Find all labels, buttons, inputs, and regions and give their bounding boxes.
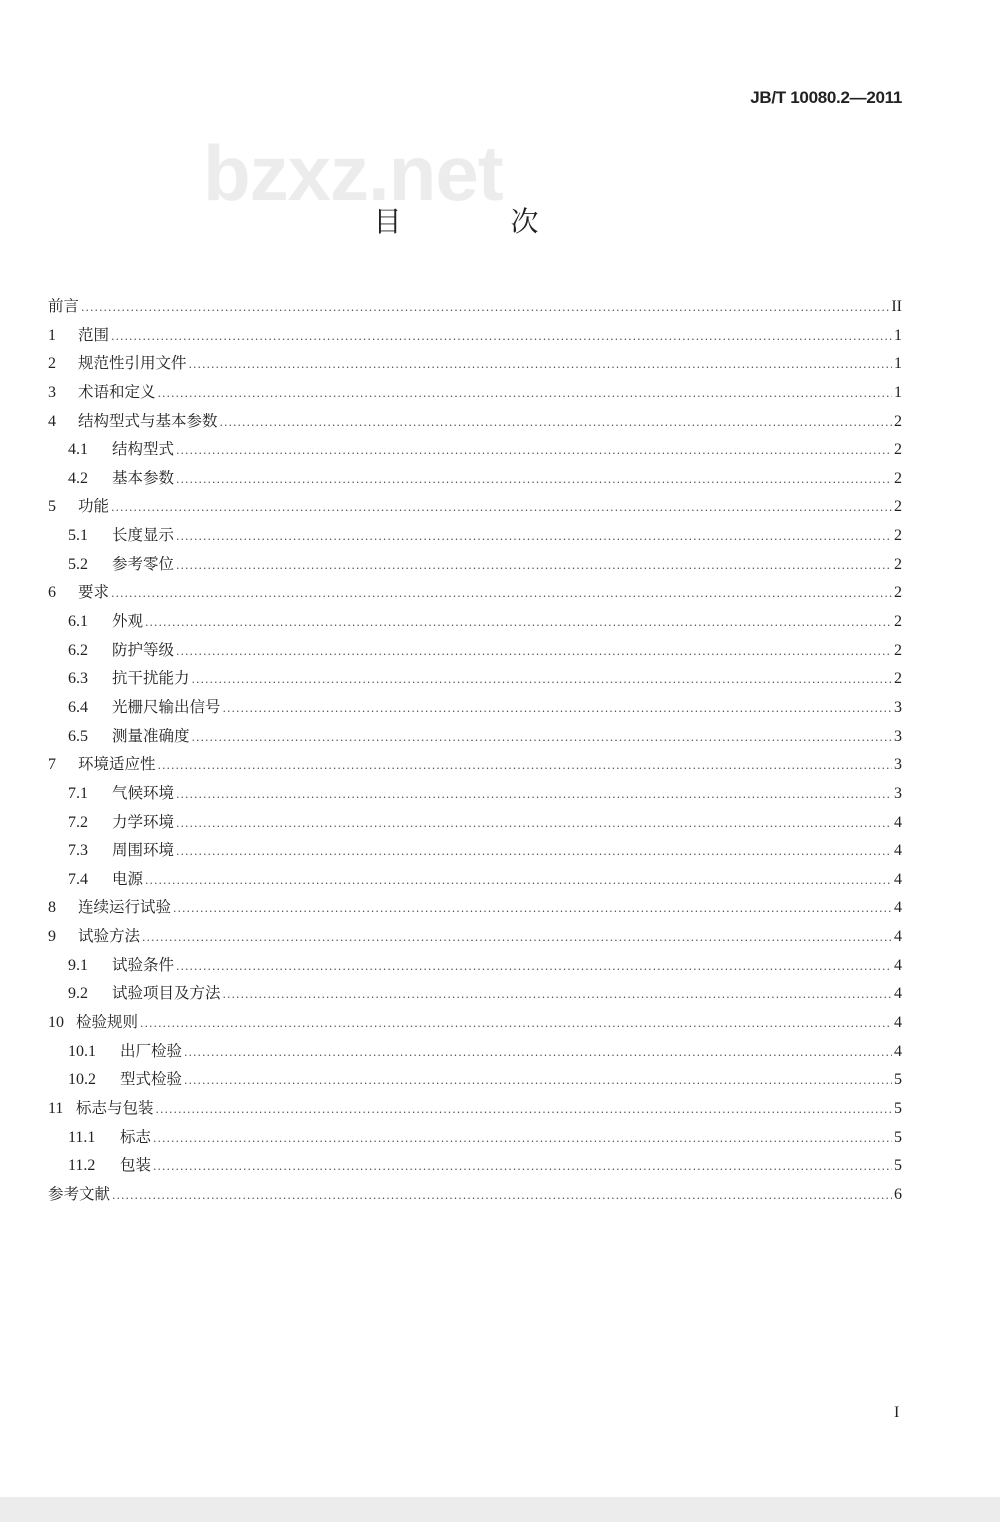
toc-leader-dots bbox=[184, 1067, 892, 1095]
toc-entry-number: 6 bbox=[48, 584, 56, 602]
page-number: I bbox=[894, 1404, 900, 1421]
toc-entry[interactable] bbox=[48, 808, 902, 837]
toc-entry[interactable] bbox=[48, 922, 902, 951]
toc-entry-number: 5.2 bbox=[68, 555, 88, 573]
table-of-contents bbox=[48, 292, 902, 1209]
toc-entry[interactable] bbox=[48, 1151, 902, 1180]
toc-entry-number: 4 bbox=[48, 412, 56, 430]
toc-leader-dots bbox=[140, 1010, 892, 1038]
toc-entry-title: 电源 bbox=[112, 869, 144, 888]
toc-entry-page: 5 bbox=[894, 1128, 902, 1146]
toc-leader-dots bbox=[184, 1039, 892, 1067]
toc-entry-page: 4 bbox=[894, 1042, 902, 1060]
toc-entry[interactable] bbox=[48, 1037, 902, 1066]
toc-entry-number: 4.1 bbox=[68, 441, 88, 459]
toc-entry-number: 10.2 bbox=[68, 1071, 96, 1089]
toc-entry-title: 检验规则 bbox=[76, 1013, 139, 1032]
toc-entry-page: 2 bbox=[894, 670, 902, 688]
toc-entry-page: 5 bbox=[894, 1071, 902, 1089]
toc-entry-title: 包装 bbox=[120, 1156, 152, 1175]
bottom-bar bbox=[0, 1497, 1000, 1522]
toc-leader-dots bbox=[145, 867, 892, 895]
toc-entry-page: 4 bbox=[894, 842, 902, 860]
toc-entry-page: 4 bbox=[894, 870, 902, 888]
toc-entry-title: 力学环境 bbox=[112, 812, 175, 831]
toc-entry-title: 长度显示 bbox=[112, 526, 175, 545]
toc-entry-title: 周围环境 bbox=[112, 841, 175, 860]
toc-entry-title: 抗干扰能力 bbox=[112, 669, 190, 688]
toc-entry-title: 测量准确度 bbox=[112, 726, 190, 745]
toc-entry-page: 4 bbox=[894, 985, 902, 1003]
toc-leader-dots bbox=[145, 609, 892, 637]
toc-entry-title: 参考零位 bbox=[112, 554, 175, 573]
toc-entry-number: 6.2 bbox=[68, 641, 88, 659]
toc-leader-dots bbox=[220, 409, 892, 437]
toc-entry-number: 11.1 bbox=[68, 1128, 96, 1146]
toc-leader-dots bbox=[176, 810, 892, 838]
toc-entry-title: 规范性引用文件 bbox=[78, 354, 187, 373]
toc-entry-page: 6 bbox=[894, 1185, 902, 1203]
toc-leader-dots bbox=[176, 838, 892, 866]
toc-entry-number: 9 bbox=[48, 928, 56, 946]
toc-entry-title: 基本参数 bbox=[112, 468, 175, 487]
toc-entry-number: 5 bbox=[48, 498, 56, 516]
page-title: 目 次 bbox=[373, 205, 589, 238]
toc-entry[interactable] bbox=[48, 578, 902, 607]
toc-entry-page: 2 bbox=[894, 412, 902, 430]
toc-entry-number: 7.1 bbox=[68, 784, 88, 802]
toc-entry-title: 结构型式与基本参数 bbox=[78, 411, 218, 430]
toc-entry[interactable] bbox=[48, 836, 902, 865]
toc-entry-number: 9.1 bbox=[68, 956, 88, 974]
toc-entry-page: 2 bbox=[894, 527, 902, 545]
toc-entry[interactable] bbox=[48, 407, 902, 436]
toc-entry-title: 范围 bbox=[78, 325, 110, 344]
toc-leader-dots bbox=[142, 924, 892, 952]
toc-leader-dots bbox=[176, 523, 892, 551]
toc-entry-number: 5.1 bbox=[68, 527, 88, 545]
toc-leader-dots bbox=[192, 724, 892, 752]
toc-leader-dots bbox=[81, 294, 889, 322]
toc-leader-dots bbox=[176, 953, 892, 981]
toc-entry-title: 功能 bbox=[78, 497, 110, 516]
toc-leader-dots bbox=[111, 580, 892, 608]
toc-entry-page: 3 bbox=[894, 698, 902, 716]
toc-entry[interactable] bbox=[48, 779, 902, 808]
toc-entry-title: 术语和定义 bbox=[78, 382, 156, 401]
toc-entry-title: 型式检验 bbox=[120, 1070, 183, 1089]
toc-entry[interactable] bbox=[48, 349, 902, 378]
toc-entry-title: 结构型式 bbox=[112, 440, 175, 459]
toc-entry-title: 试验条件 bbox=[112, 955, 175, 974]
toc-leader-dots bbox=[156, 1096, 892, 1124]
toc-entry-title: 环境适应性 bbox=[78, 755, 156, 774]
toc-entry[interactable] bbox=[48, 607, 902, 636]
toc-entry[interactable] bbox=[48, 1008, 902, 1037]
toc-entry-page: 1 bbox=[894, 326, 902, 344]
toc-leader-dots bbox=[176, 638, 892, 666]
toc-leader-dots bbox=[176, 466, 892, 494]
toc-entry-number: 11 bbox=[48, 1099, 64, 1117]
toc-entry-page: 4 bbox=[894, 899, 902, 917]
toc-entry[interactable] bbox=[48, 492, 902, 521]
toc-entry-number: 6.4 bbox=[68, 698, 88, 716]
toc-entry-title: 参考文献 bbox=[48, 1184, 111, 1203]
toc-entry-title: 连续运行试验 bbox=[78, 898, 172, 917]
toc-entry-number: 10.1 bbox=[68, 1042, 96, 1060]
toc-leader-dots bbox=[153, 1125, 892, 1153]
toc-leader-dots bbox=[158, 752, 892, 780]
standard-number: JB/T 10080.2—2011 bbox=[750, 88, 902, 107]
toc-entry-number: 3 bbox=[48, 383, 56, 401]
toc-entry[interactable] bbox=[48, 1180, 902, 1209]
toc-entry-number: 1 bbox=[48, 326, 56, 344]
toc-entry-page: II bbox=[891, 298, 902, 315]
toc-entry-number: 6.1 bbox=[68, 613, 88, 631]
toc-entry-number: 7 bbox=[48, 756, 56, 774]
toc-entry-page: 3 bbox=[894, 756, 902, 774]
toc-entry-page: 2 bbox=[894, 641, 902, 659]
toc-entry[interactable] bbox=[48, 464, 902, 493]
toc-entry-number: 4.2 bbox=[68, 469, 88, 487]
toc-entry-page: 2 bbox=[894, 498, 902, 516]
toc-entry-title: 光栅尺输出信号 bbox=[112, 697, 221, 716]
toc-entry[interactable] bbox=[48, 1123, 902, 1152]
toc-entry-page: 2 bbox=[894, 555, 902, 573]
toc-entry-page: 4 bbox=[894, 1014, 902, 1032]
toc-entry-title: 气候环境 bbox=[112, 783, 175, 802]
toc-entry-page: 4 bbox=[894, 813, 902, 831]
toc-entry[interactable] bbox=[48, 1065, 902, 1094]
toc-entry-title: 试验项目及方法 bbox=[112, 984, 221, 1003]
toc-entry-page: 4 bbox=[894, 956, 902, 974]
toc-entry-number: 6.3 bbox=[68, 670, 88, 688]
toc-entry-title: 外观 bbox=[112, 612, 144, 631]
toc-entry-page: 2 bbox=[894, 613, 902, 631]
toc-leader-dots bbox=[111, 323, 892, 351]
toc-entry-number: 8 bbox=[48, 899, 56, 917]
toc-leader-dots bbox=[223, 695, 892, 723]
toc-entry-page: 3 bbox=[894, 784, 902, 802]
toc-entry[interactable] bbox=[48, 893, 902, 922]
toc-entry[interactable] bbox=[48, 378, 902, 407]
toc-entry-page: 1 bbox=[894, 383, 902, 401]
toc-leader-dots bbox=[192, 666, 892, 694]
toc-entry[interactable] bbox=[48, 951, 902, 980]
toc-entry[interactable] bbox=[48, 550, 902, 579]
toc-entry-title: 试验方法 bbox=[78, 927, 141, 946]
toc-entry-number: 6.5 bbox=[68, 727, 88, 745]
toc-entry-page: 5 bbox=[894, 1157, 902, 1175]
toc-entry-number: 2 bbox=[48, 355, 56, 373]
toc-entry-number: 11.2 bbox=[68, 1157, 96, 1175]
toc-entry[interactable] bbox=[48, 693, 902, 722]
toc-entry[interactable] bbox=[48, 292, 902, 321]
toc-leader-dots bbox=[176, 437, 892, 465]
toc-leader-dots bbox=[176, 552, 892, 580]
toc-entry-page: 4 bbox=[894, 928, 902, 946]
toc-entry[interactable] bbox=[48, 664, 902, 693]
toc-entry-title: 要求 bbox=[78, 583, 110, 602]
toc-entry[interactable] bbox=[48, 521, 902, 550]
toc-entry-page: 3 bbox=[894, 727, 902, 745]
toc-entry-number: 7.2 bbox=[68, 813, 88, 831]
toc-entry-title: 前言 bbox=[48, 297, 80, 315]
toc-leader-dots bbox=[112, 1182, 892, 1210]
toc-entry[interactable] bbox=[48, 636, 902, 665]
toc-entry-number: 10 bbox=[48, 1014, 64, 1032]
toc-entry[interactable] bbox=[48, 1094, 902, 1123]
toc-entry-number: 7.3 bbox=[68, 842, 88, 860]
toc-entry-number: 9.2 bbox=[68, 985, 88, 1003]
toc-entry[interactable] bbox=[48, 865, 902, 894]
toc-entry[interactable] bbox=[48, 979, 902, 1008]
toc-entry-title: 出厂检验 bbox=[120, 1041, 183, 1060]
toc-leader-dots bbox=[176, 781, 892, 809]
toc-entry-title: 标志 bbox=[120, 1127, 152, 1146]
toc-entry-title: 防护等级 bbox=[112, 640, 175, 659]
toc-entry[interactable] bbox=[48, 321, 902, 350]
toc-entry-page: 1 bbox=[894, 355, 902, 373]
toc-entry-page: 5 bbox=[894, 1099, 902, 1117]
toc-leader-dots bbox=[153, 1153, 892, 1181]
toc-entry-page: 2 bbox=[894, 584, 902, 602]
toc-entry-page: 2 bbox=[894, 441, 902, 459]
toc-leader-dots bbox=[189, 351, 892, 379]
toc-leader-dots bbox=[173, 895, 892, 923]
watermark: bzxz.net bbox=[203, 129, 503, 217]
toc-leader-dots bbox=[223, 981, 892, 1009]
toc-entry-number: 7.4 bbox=[68, 870, 88, 888]
toc-leader-dots bbox=[111, 494, 892, 522]
toc-entry-title: 标志与包装 bbox=[76, 1098, 154, 1117]
toc-leader-dots bbox=[158, 380, 892, 408]
toc-entry-page: 2 bbox=[894, 469, 902, 487]
toc-entry[interactable] bbox=[48, 722, 902, 751]
toc-entry[interactable] bbox=[48, 435, 902, 464]
toc-entry[interactable] bbox=[48, 750, 902, 779]
